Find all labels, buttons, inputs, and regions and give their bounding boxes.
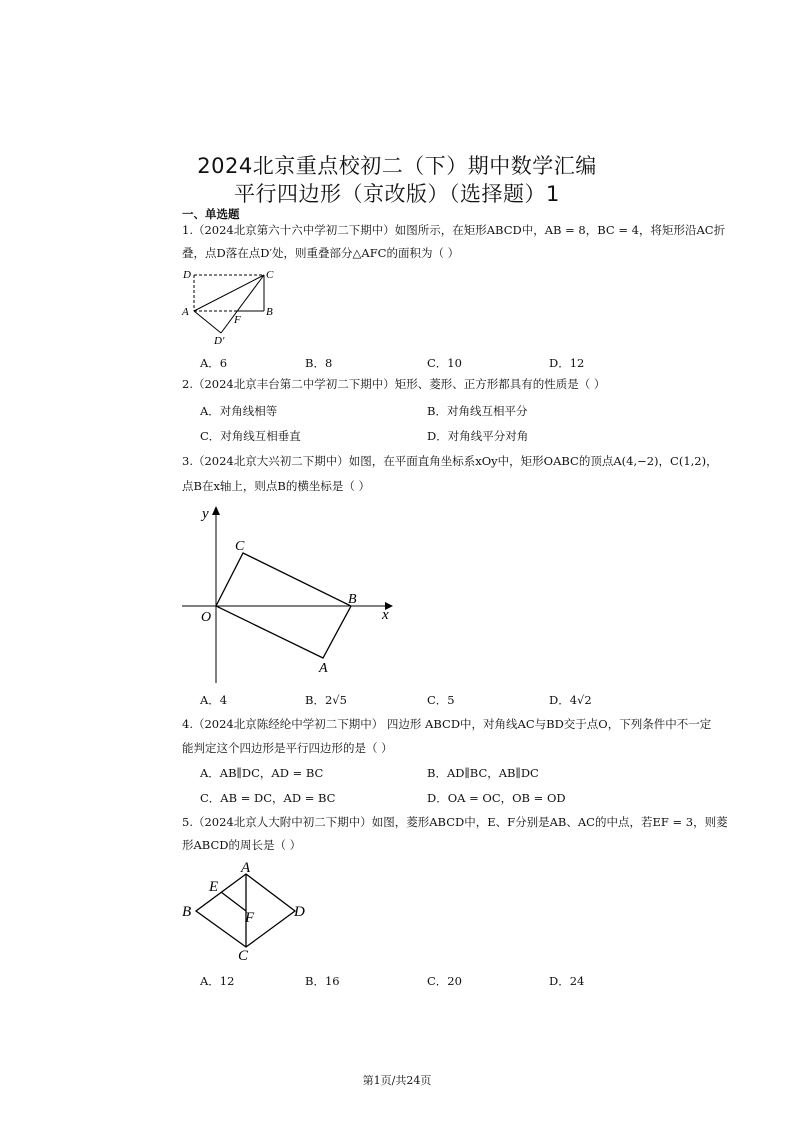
question-4-line2: 能判定这个四边形是平行四边形的是（ ） xyxy=(182,741,393,755)
q2-option-c[interactable]: C．对角线互相垂直 xyxy=(200,429,301,443)
q3-option-c[interactable]: C．5 xyxy=(427,693,455,707)
label-d: D xyxy=(294,904,305,920)
label-f: F xyxy=(245,910,255,926)
label-b: B xyxy=(182,904,192,920)
label-a: A xyxy=(319,661,328,676)
label-e: E xyxy=(209,879,219,895)
q2-option-b[interactable]: B．对角线互相平分 xyxy=(427,404,528,418)
figure-q3-coordinate-rectangle xyxy=(180,503,400,683)
label-b: B xyxy=(266,306,273,318)
label-x: x xyxy=(382,607,389,623)
q4-option-d[interactable]: D．OA = OC，OB = OD xyxy=(427,791,566,805)
label-d: D xyxy=(183,269,191,281)
q5-option-a[interactable]: A．12 xyxy=(200,974,235,988)
question-3-line2: 点B在x轴上，则点B的横坐标是（ ） xyxy=(182,479,371,493)
q3-option-d[interactable]: D．4√2 xyxy=(549,693,592,707)
q1-option-a[interactable]: A．6 xyxy=(200,356,228,370)
question-4-line1: 4.（2024北京陈经纶中学初二下期中） 四边形 ABCD中，对角线AC与BD交于点O，下列条件中不一定 xyxy=(182,717,712,731)
question-5-line2: 形ABCD的周长是（ ） xyxy=(182,838,302,852)
q5-option-c[interactable]: C．20 xyxy=(427,974,462,988)
label-o: O xyxy=(201,610,212,625)
label-a: A xyxy=(241,860,251,876)
label-a: A xyxy=(182,306,189,318)
q1-option-b[interactable]: B．8 xyxy=(305,356,333,370)
question-2-line1: 2.（2024北京丰台第二中学初二下期中）矩形、菱形、正方形都具有的性质是（ ） xyxy=(182,377,606,391)
question-1-line1: 1.（2024北京第六十六中学初二下期中）如图所示，在矩形ABCD中，AB = 8，BC = 4，将矩形沿AC折 xyxy=(182,223,726,237)
question-5-line1: 5.（2024北京人大附中初二下期中）如图，菱形ABCD中，E、F分别是AB、AC的中点，若EF = 3，则菱 xyxy=(182,815,728,829)
q5-option-b[interactable]: B．16 xyxy=(305,974,340,988)
label-f: F xyxy=(234,314,241,326)
q5-option-d[interactable]: D．24 xyxy=(549,974,585,988)
q4-option-b[interactable]: B．AD∥BC，AB∥DC xyxy=(427,766,539,780)
figure-q1-rectangle-fold xyxy=(180,268,280,347)
page-title-line1: 2024北京重点校初二（下）期中数学汇编 xyxy=(197,154,597,178)
q1-option-c[interactable]: C．10 xyxy=(427,356,462,370)
question-3-line1: 3.（2024北京大兴初二下期中）如图，在平面直角坐标系xOy中，矩形OABC的顶点A(4,−2)，C(1,2)， xyxy=(182,454,718,468)
q4-option-c[interactable]: C．AB = DC，AD = BC xyxy=(200,791,336,805)
label-d-prime: D′ xyxy=(214,335,225,347)
q3-option-b[interactable]: B．2√5 xyxy=(305,693,347,707)
section-heading: 一、单选题 xyxy=(182,207,240,221)
q1-option-d[interactable]: D．12 xyxy=(549,356,585,370)
label-c: C xyxy=(235,539,245,554)
question-1-line2: 叠，点D落在点D′处，则重叠部分△AFC的面积为（ ） xyxy=(182,246,460,260)
page-footer: 第1页/共24页 xyxy=(362,1074,432,1087)
q4-option-a[interactable]: A．AB∥DC，AD = BC xyxy=(200,766,324,780)
page-title-line2: 平行四边形（京改版）（选择题）1 xyxy=(234,182,560,206)
q3-option-a[interactable]: A．4 xyxy=(200,693,228,707)
label-b: B xyxy=(348,592,357,607)
q2-option-a[interactable]: A．对角线相等 xyxy=(200,404,278,418)
label-y: y xyxy=(202,506,209,522)
label-c: C xyxy=(238,948,249,964)
q2-option-d[interactable]: D．对角线平分对角 xyxy=(427,429,529,443)
figure-q5-rhombus xyxy=(180,860,310,964)
label-c: C xyxy=(266,269,274,281)
